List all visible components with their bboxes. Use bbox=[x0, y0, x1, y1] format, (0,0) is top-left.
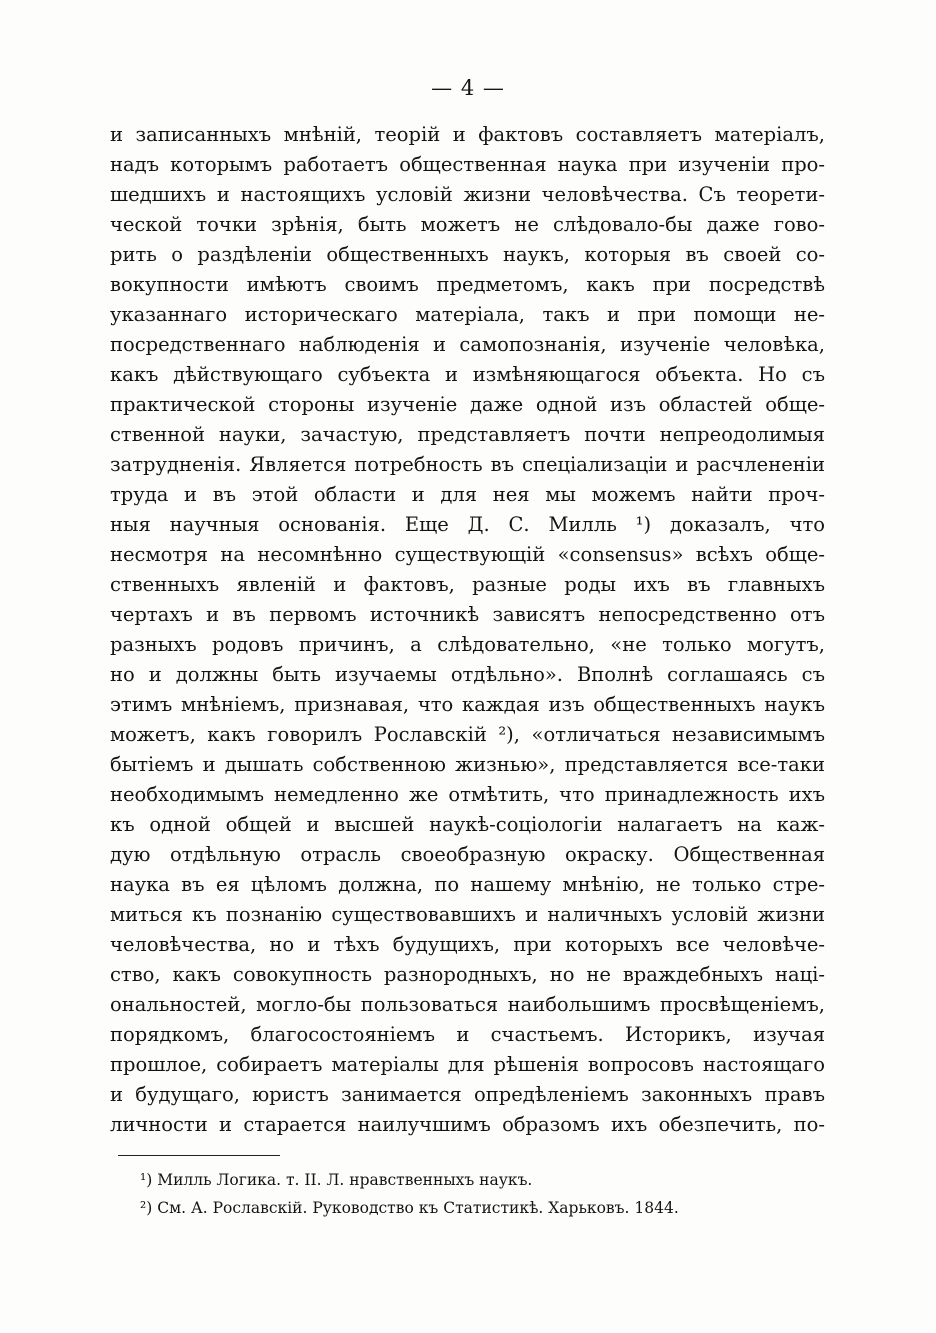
text-line: разныхъ родовъ причинъ, а слѣдовательно, «не только могутъ, bbox=[110, 633, 825, 656]
text-line: шедшихъ и настоящихъ условій жизни человѣчества. Съ теорети- bbox=[110, 183, 825, 206]
text-line: дую отдѣльную отрасль своеобразную окраску. Общественная bbox=[110, 843, 825, 866]
footnote-2 bbox=[140, 1194, 780, 1222]
text-line: какъ дѣйствующаго субъекта и измѣняющагося объекта. Но съ bbox=[110, 363, 825, 386]
text-line: наука въ ея цѣломъ должна, по нашему мнѣнію, не только стре- bbox=[110, 873, 825, 896]
text-line: прошлое, собираетъ матеріалы для рѣшенія вопросовъ настоящаго bbox=[110, 1053, 825, 1076]
footnote-text: Милль Логика. т. II. Л. нравственныхъ наукъ. bbox=[157, 1171, 533, 1189]
text-line: посредственнаго наблюденія и самопознанія, изученіе человѣка, bbox=[110, 333, 825, 356]
text-line: личности и старается наилучшимъ образомъ ихъ обезпечить, по- bbox=[110, 1113, 825, 1136]
footnote-divider bbox=[118, 1155, 280, 1156]
text-line: несмотря на несомнѣнно существующій «consensus» всѣхъ обще- bbox=[110, 543, 825, 566]
text-line: и записанныхъ мнѣній, теорій и фактовъ составляетъ матеріалъ, bbox=[110, 123, 825, 146]
text-line: человѣчества, но и тѣхъ будущихъ, при которыхъ все человѣче- bbox=[110, 933, 825, 956]
text-line: указаннаго историческаго матеріала, такъ и при помощи не- bbox=[110, 303, 825, 326]
text-line: ональностей, могло-бы пользоваться наибольшимъ просвѣщеніемъ, bbox=[110, 993, 825, 1016]
footnote-text: См. А. Рославскій. Руководство къ Статистикѣ. Харьковъ. 1844. bbox=[157, 1199, 679, 1217]
text-line: миться къ познанію существовавшихъ и наличныхъ условій жизни bbox=[110, 903, 825, 926]
text-line: труда и въ этой области и для нея мы можемъ найти проч- bbox=[110, 483, 825, 506]
text-line: ныя научныя основанія. Еще Д. С. Милль ¹) доказалъ, что bbox=[110, 513, 825, 536]
text-line: рить о раздѣленіи общественныхъ наукъ, которыя въ своей со- bbox=[110, 243, 825, 266]
text-line: ческой точки зрѣнія, быть можетъ не слѣдовало-бы даже гово- bbox=[110, 213, 825, 236]
text-line: ство, какъ совокупность разнородныхъ, но не враждебныхъ наці- bbox=[110, 963, 825, 986]
body-text bbox=[110, 120, 825, 1140]
text-line: необходимымъ немедленно же отмѣтить, что принадлежность ихъ bbox=[110, 783, 825, 806]
text-line: этимъ мнѣніемъ, признавая, что каждая изъ общественныхъ наукъ bbox=[110, 693, 825, 716]
text-line: бытіемъ и дышать собственною жизнью», представляется все-таки bbox=[110, 753, 825, 776]
text-line: надъ которымъ работаетъ общественная наука при изученіи про- bbox=[110, 153, 825, 176]
text-line: порядкомъ, благосостояніемъ и счастьемъ. Историкъ, изучая bbox=[110, 1023, 825, 1046]
text-line: и будущаго, юристъ занимается опредѣленіемъ законныхъ правъ bbox=[110, 1083, 825, 1106]
text-line: можетъ, какъ говорилъ Рославскій ²), «отличаться независимымъ bbox=[110, 723, 825, 746]
footnote-mark: ¹) bbox=[140, 1171, 153, 1189]
text-line: но и должны быть изучаемы отдѣльно». Вполнѣ соглашаясь съ bbox=[110, 663, 825, 686]
text-line: ственной науки, зачастую, представляетъ почти непреодолимыя bbox=[110, 423, 825, 446]
text-line: вокупности имѣютъ своимъ предметомъ, какъ при посредствѣ bbox=[110, 273, 825, 296]
text-line: ственныхъ явленій и фактовъ, разные роды ихъ въ главныхъ bbox=[110, 573, 825, 596]
text-line: практической стороны изученіе даже одной изъ областей обще- bbox=[110, 393, 825, 416]
footnote-mark: ²) bbox=[140, 1199, 153, 1217]
footnotes bbox=[140, 1166, 780, 1222]
footnote-1 bbox=[140, 1166, 780, 1194]
text-line: чертахъ и въ первомъ источникѣ зависятъ непосредственно отъ bbox=[110, 603, 825, 626]
text-line: затрудненія. Является потребность въ спеціализаціи и расчлененіи bbox=[110, 453, 825, 476]
page-number: — 4 — bbox=[431, 76, 505, 100]
text-line: къ одной общей и высшей наукѣ-соціологіи налагаетъ на каж- bbox=[110, 813, 825, 836]
